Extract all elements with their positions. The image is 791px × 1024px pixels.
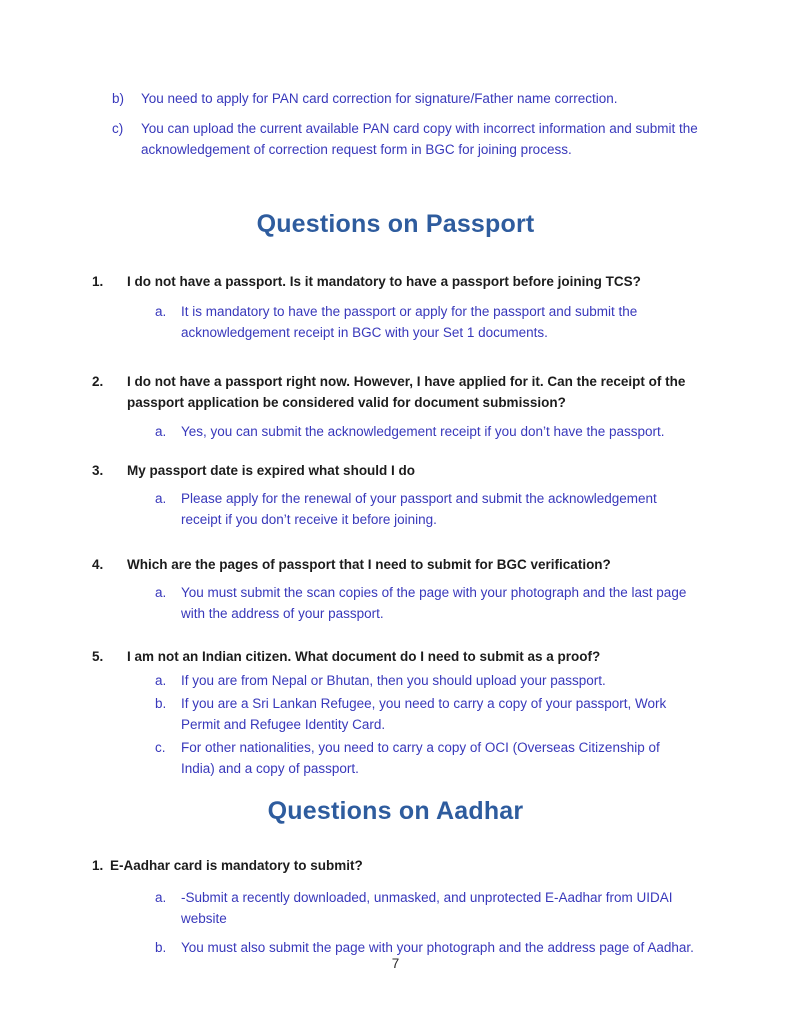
answer-text: For other nationalities, you need to carry a copy of OCI (Overseas Citizenship of India) and a copy of passport. (181, 740, 660, 776)
list-item-text: You can upload the current available PAN card copy with incorrect information and submit the acknowledgement of correction request form in BGC for joining process. (141, 121, 698, 157)
answer-item (155, 887, 696, 929)
question-text: Which are the pages of passport that I need to submit for BGC verification? (127, 557, 611, 572)
question-block-aadhar-1 (92, 855, 696, 958)
question-text: I do not have a passport. Is it mandatory to have a passport before joining TCS? (127, 274, 641, 289)
answer-text: You must submit the scan copies of the page with your photograph and the last page with the address of your passport. (181, 585, 687, 621)
answer-item (155, 582, 696, 624)
question-row (92, 271, 696, 292)
answer-marker: b. (155, 940, 167, 955)
answer-item (155, 488, 696, 530)
intro-list (112, 0, 703, 160)
answer-list (92, 887, 696, 958)
answer-list (92, 670, 696, 779)
answer-list (92, 582, 696, 624)
question-block-passport-4 (92, 554, 696, 624)
question-text: My passport date is expired what should I do (127, 463, 416, 478)
answer-item (155, 421, 696, 442)
question-block-passport-1 (92, 271, 696, 343)
answer-marker: a. (155, 673, 167, 688)
answer-text: -Submit a recently downloaded, unmasked, and unprotected E-Aadhar from UIDAI website (181, 890, 673, 926)
question-text: I do not have a passport right now. However, I have applied for it. Can the receipt of the passport application be considered valid for document submission? (127, 374, 686, 410)
answer-marker: a. (155, 424, 167, 439)
answer-list (92, 488, 696, 530)
question-number: 2. (92, 374, 104, 389)
list-item (112, 118, 703, 160)
question-number: 3. (92, 463, 104, 478)
question-row (92, 371, 696, 413)
answer-marker: a. (155, 491, 167, 506)
answer-text: If you are from Nepal or Bhutan, then you should upload your passport. (181, 673, 606, 688)
answer-item (155, 301, 696, 343)
list-item-text: You need to apply for PAN card correction for signature/Father name correction. (141, 91, 618, 106)
section-title-passport: Questions on Passport (256, 210, 535, 238)
question-block-passport-5 (92, 646, 696, 779)
answer-marker: a. (155, 304, 167, 319)
question-number: 5. (92, 649, 104, 664)
answer-item (155, 737, 696, 779)
question-number: 1. (92, 274, 104, 289)
answer-marker: a. (155, 890, 167, 905)
answer-text: If you are a Sri Lankan Refugee, you need to carry a copy of your passport, Work Permit and Refugee Identity Card. (181, 696, 667, 732)
answer-item (155, 693, 696, 735)
list-item-marker: c) (112, 121, 124, 136)
list-item (112, 88, 703, 109)
answer-marker: c. (155, 740, 166, 755)
question-text: E-Aadhar card is mandatory to submit? (110, 858, 363, 873)
question-row (92, 554, 696, 575)
answer-marker: b. (155, 696, 167, 711)
question-number: 1. (92, 858, 104, 873)
answer-list (92, 421, 696, 442)
answer-text: It is mandatory to have the passport or apply for the passport and submit the acknowledgement receipt in BGC with your Set 1 documents. (181, 304, 638, 340)
question-row (92, 460, 696, 481)
question-row (92, 646, 696, 667)
answer-text: Please apply for the renewal of your passport and submit the acknowledgement receipt if you don’t receive it before joining. (181, 491, 657, 527)
answer-text: Yes, you can submit the acknowledgement receipt if you don’t have the passport. (181, 424, 665, 439)
answer-marker: a. (155, 585, 167, 600)
answer-list (92, 301, 696, 343)
section-title-aadhar: Questions on Aadhar (267, 797, 524, 825)
page-number: 7 (391, 956, 400, 971)
question-number: 4. (92, 557, 104, 572)
list-item-marker: b) (112, 91, 125, 106)
question-block-passport-2 (92, 371, 696, 442)
question-text: I am not an Indian citizen. What document do I need to submit as a proof? (127, 649, 601, 664)
answer-item (155, 670, 696, 691)
question-row (92, 855, 696, 876)
answer-text: You must also submit the page with your photograph and the address page of Aadhar. (181, 940, 694, 955)
question-block-passport-3 (92, 460, 696, 530)
